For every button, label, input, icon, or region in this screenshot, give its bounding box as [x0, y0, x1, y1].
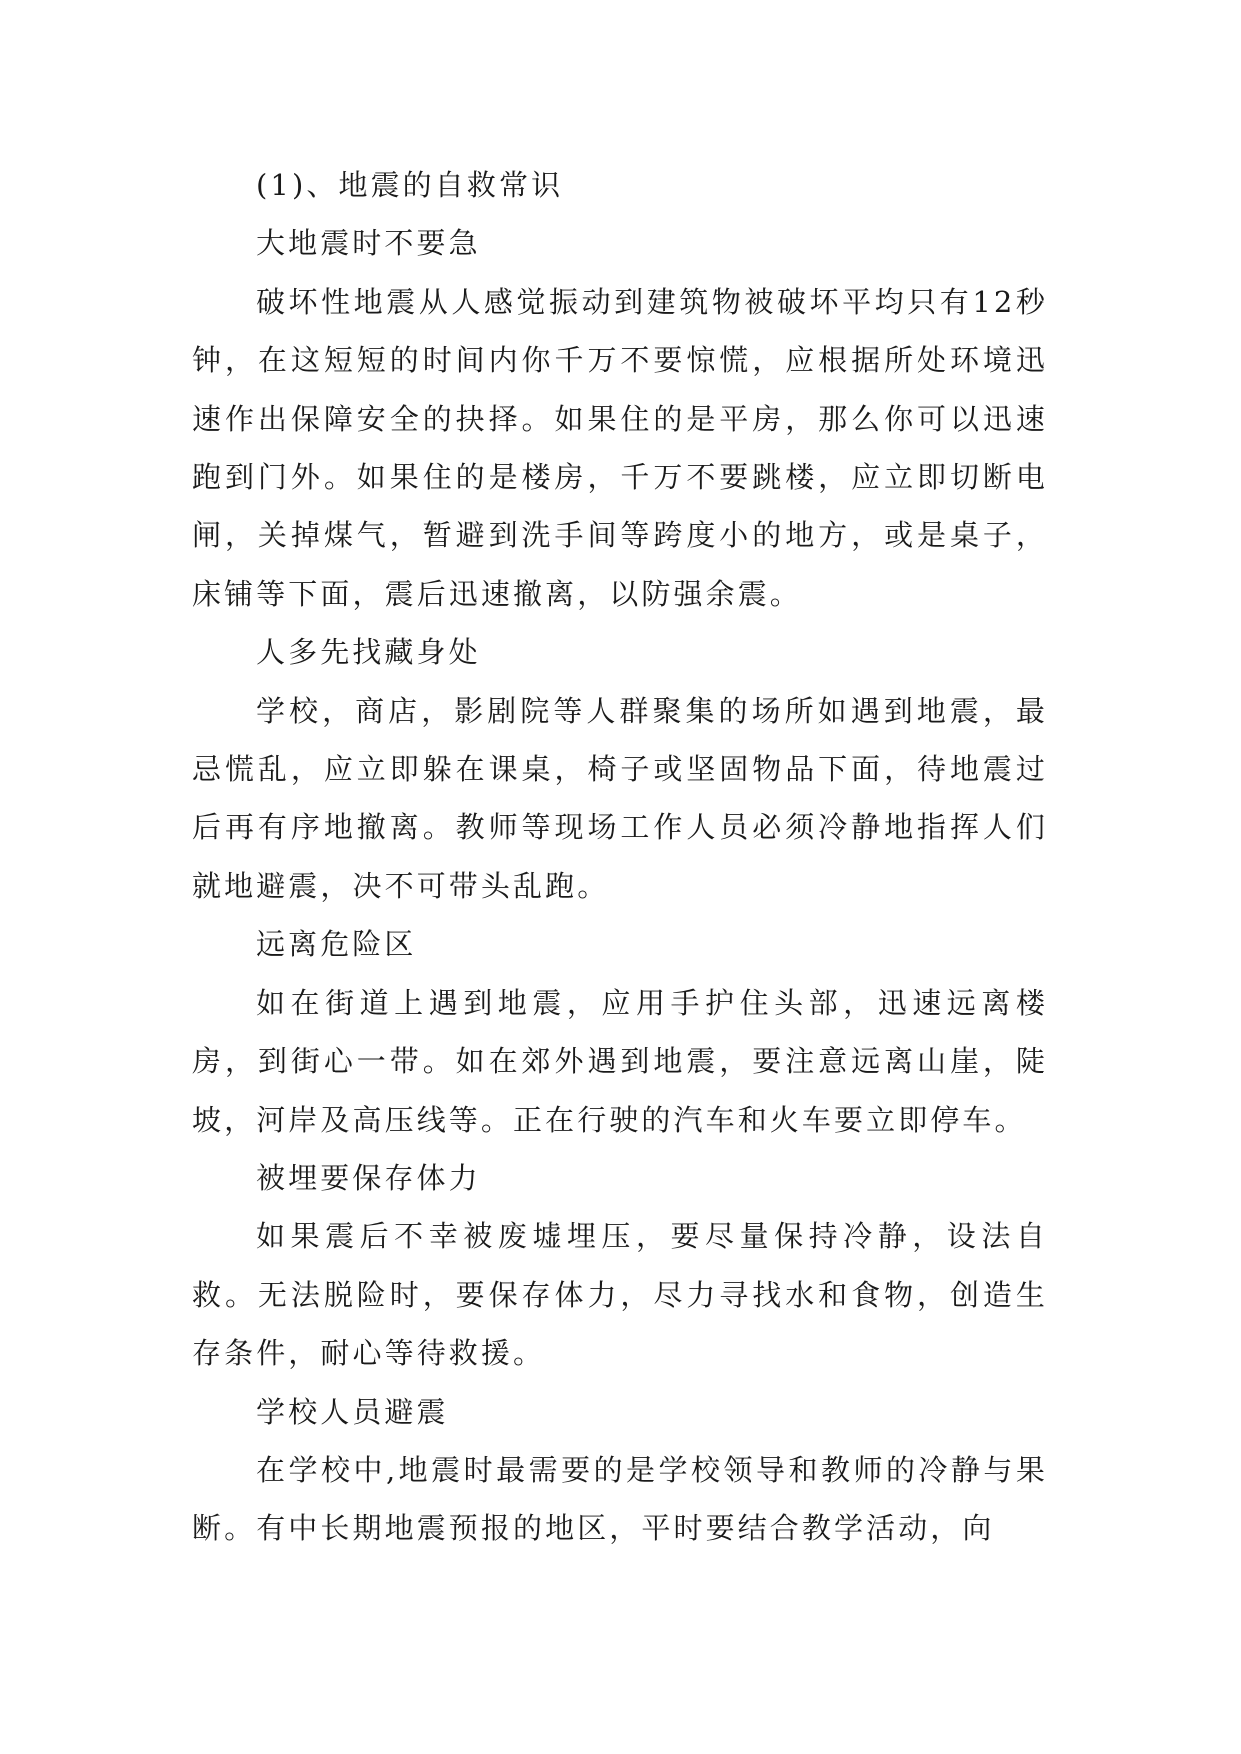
paragraph-trapped: 如果震后不幸被废墟埋压，要尽量保持冷静，设法自救。无法脱险时，要保存体力，尽力寻找水和食物，创造生存条件，耐心等待救援。	[192, 1219, 1048, 1371]
subheading-danger-zone: 远离危险区	[256, 927, 417, 962]
paragraph-earthquake-calm: 破坏性地震从人感觉振动到建筑物被破坏平均只有12秒钟，在这短短的时间内你千万不要惊慌，应根据所处环境迅速作出保障安全的抉择。如果住的是平房，那么你可以迅速跑到门外。如果住的是楼房，千万不要跳楼，应立即切断电闸，关掉煤气，暂避到洗手间等跨度小的地方，或是桌子，床铺等下面，震后迅速撤离，以防强余震。	[192, 284, 1048, 611]
subheading-earthquake-calm: 大地震时不要急	[256, 226, 481, 261]
paragraph-crowd-shelter: 学校，商店，影剧院等人群聚集的场所如遇到地震，最忌慌乱，应立即躲在课桌，椅子或坚固物品下面，待地震过后再有序地撤离。教师等现场工作人员必须冷静地指挥人们就地避震，决不可带头乱跑。	[192, 693, 1048, 903]
subheading-school: 学校人员避震	[256, 1394, 449, 1429]
subheading-crowd-shelter: 人多先找藏身处	[256, 635, 481, 670]
paragraph-school: 在学校中,地震时最需要的是学校领导和教师的冷静与果断。有中长期地震预报的地区，平时要结合教学活动，向	[192, 1452, 1048, 1546]
paragraph-danger-zone: 如在街道上遇到地震，应用手护住头部，迅速远离楼房，到街心一带。如在郊外遇到地震，要注意远离山崖，陡坡，河岸及高压线等。正在行驶的汽车和火车要立即停车。	[192, 985, 1048, 1137]
subheading-trapped: 被埋要保存体力	[256, 1160, 481, 1195]
section-title: (1)、地震的自救常识	[256, 168, 564, 202]
document-body	[192, 156, 1048, 1558]
